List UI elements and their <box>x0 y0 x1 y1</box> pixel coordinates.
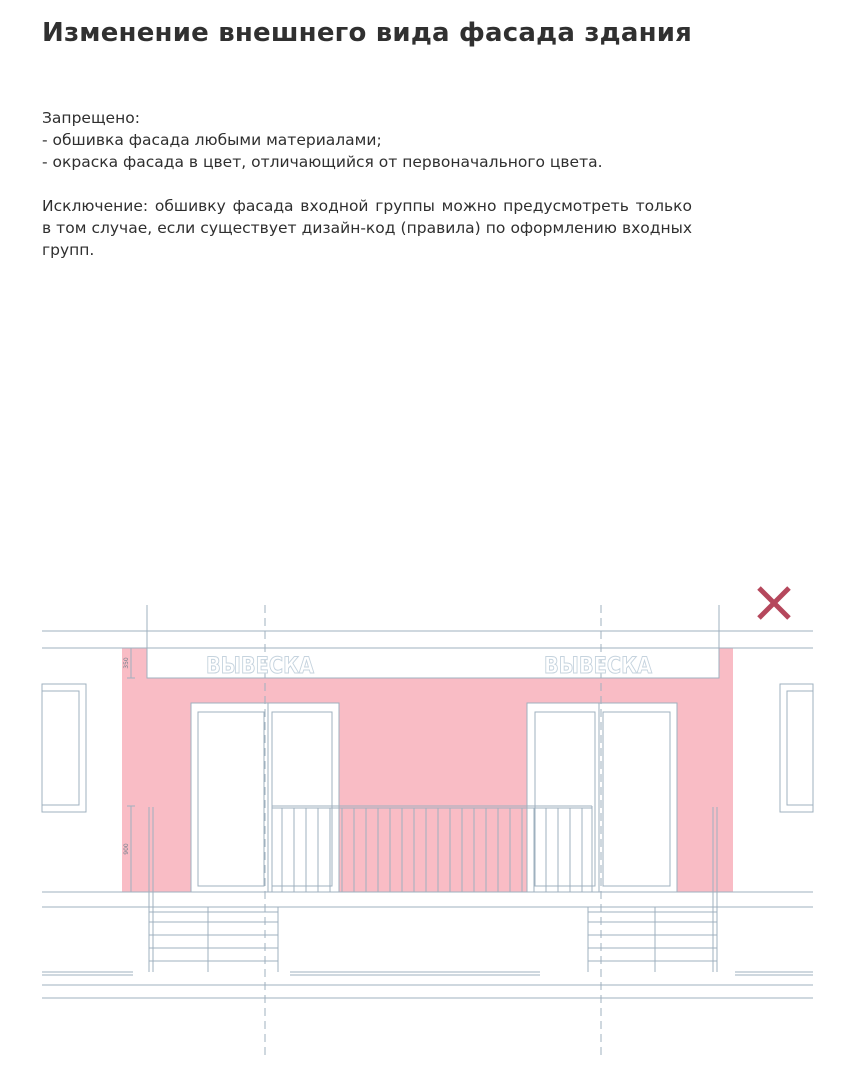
forbidden-cross-icon <box>759 588 789 618</box>
dimension-railing-height: 900 <box>123 843 130 855</box>
forbidden-item-painting: - окраска фасада в цвет, отличающийся от первоначального цвета. <box>42 153 603 171</box>
forbidden-heading: Запрещено: <box>42 109 140 127</box>
dimension-sign-height: 350 <box>123 657 130 669</box>
exception-paragraph: Исключение: обшивку фасада входной группы можно предусмотреть только в том случае, если существует дизайн-код (правила) по оформлению входных групп. <box>42 197 692 259</box>
sign-label-right: ВЫВЕСКА <box>544 654 652 679</box>
forbidden-item-cladding: - обшивка фасада любыми материалами; <box>42 131 382 149</box>
sign-label-left: ВЫВЕСКА <box>206 654 314 679</box>
page-title: Изменение внешнего вида фасада здания <box>42 18 693 48</box>
